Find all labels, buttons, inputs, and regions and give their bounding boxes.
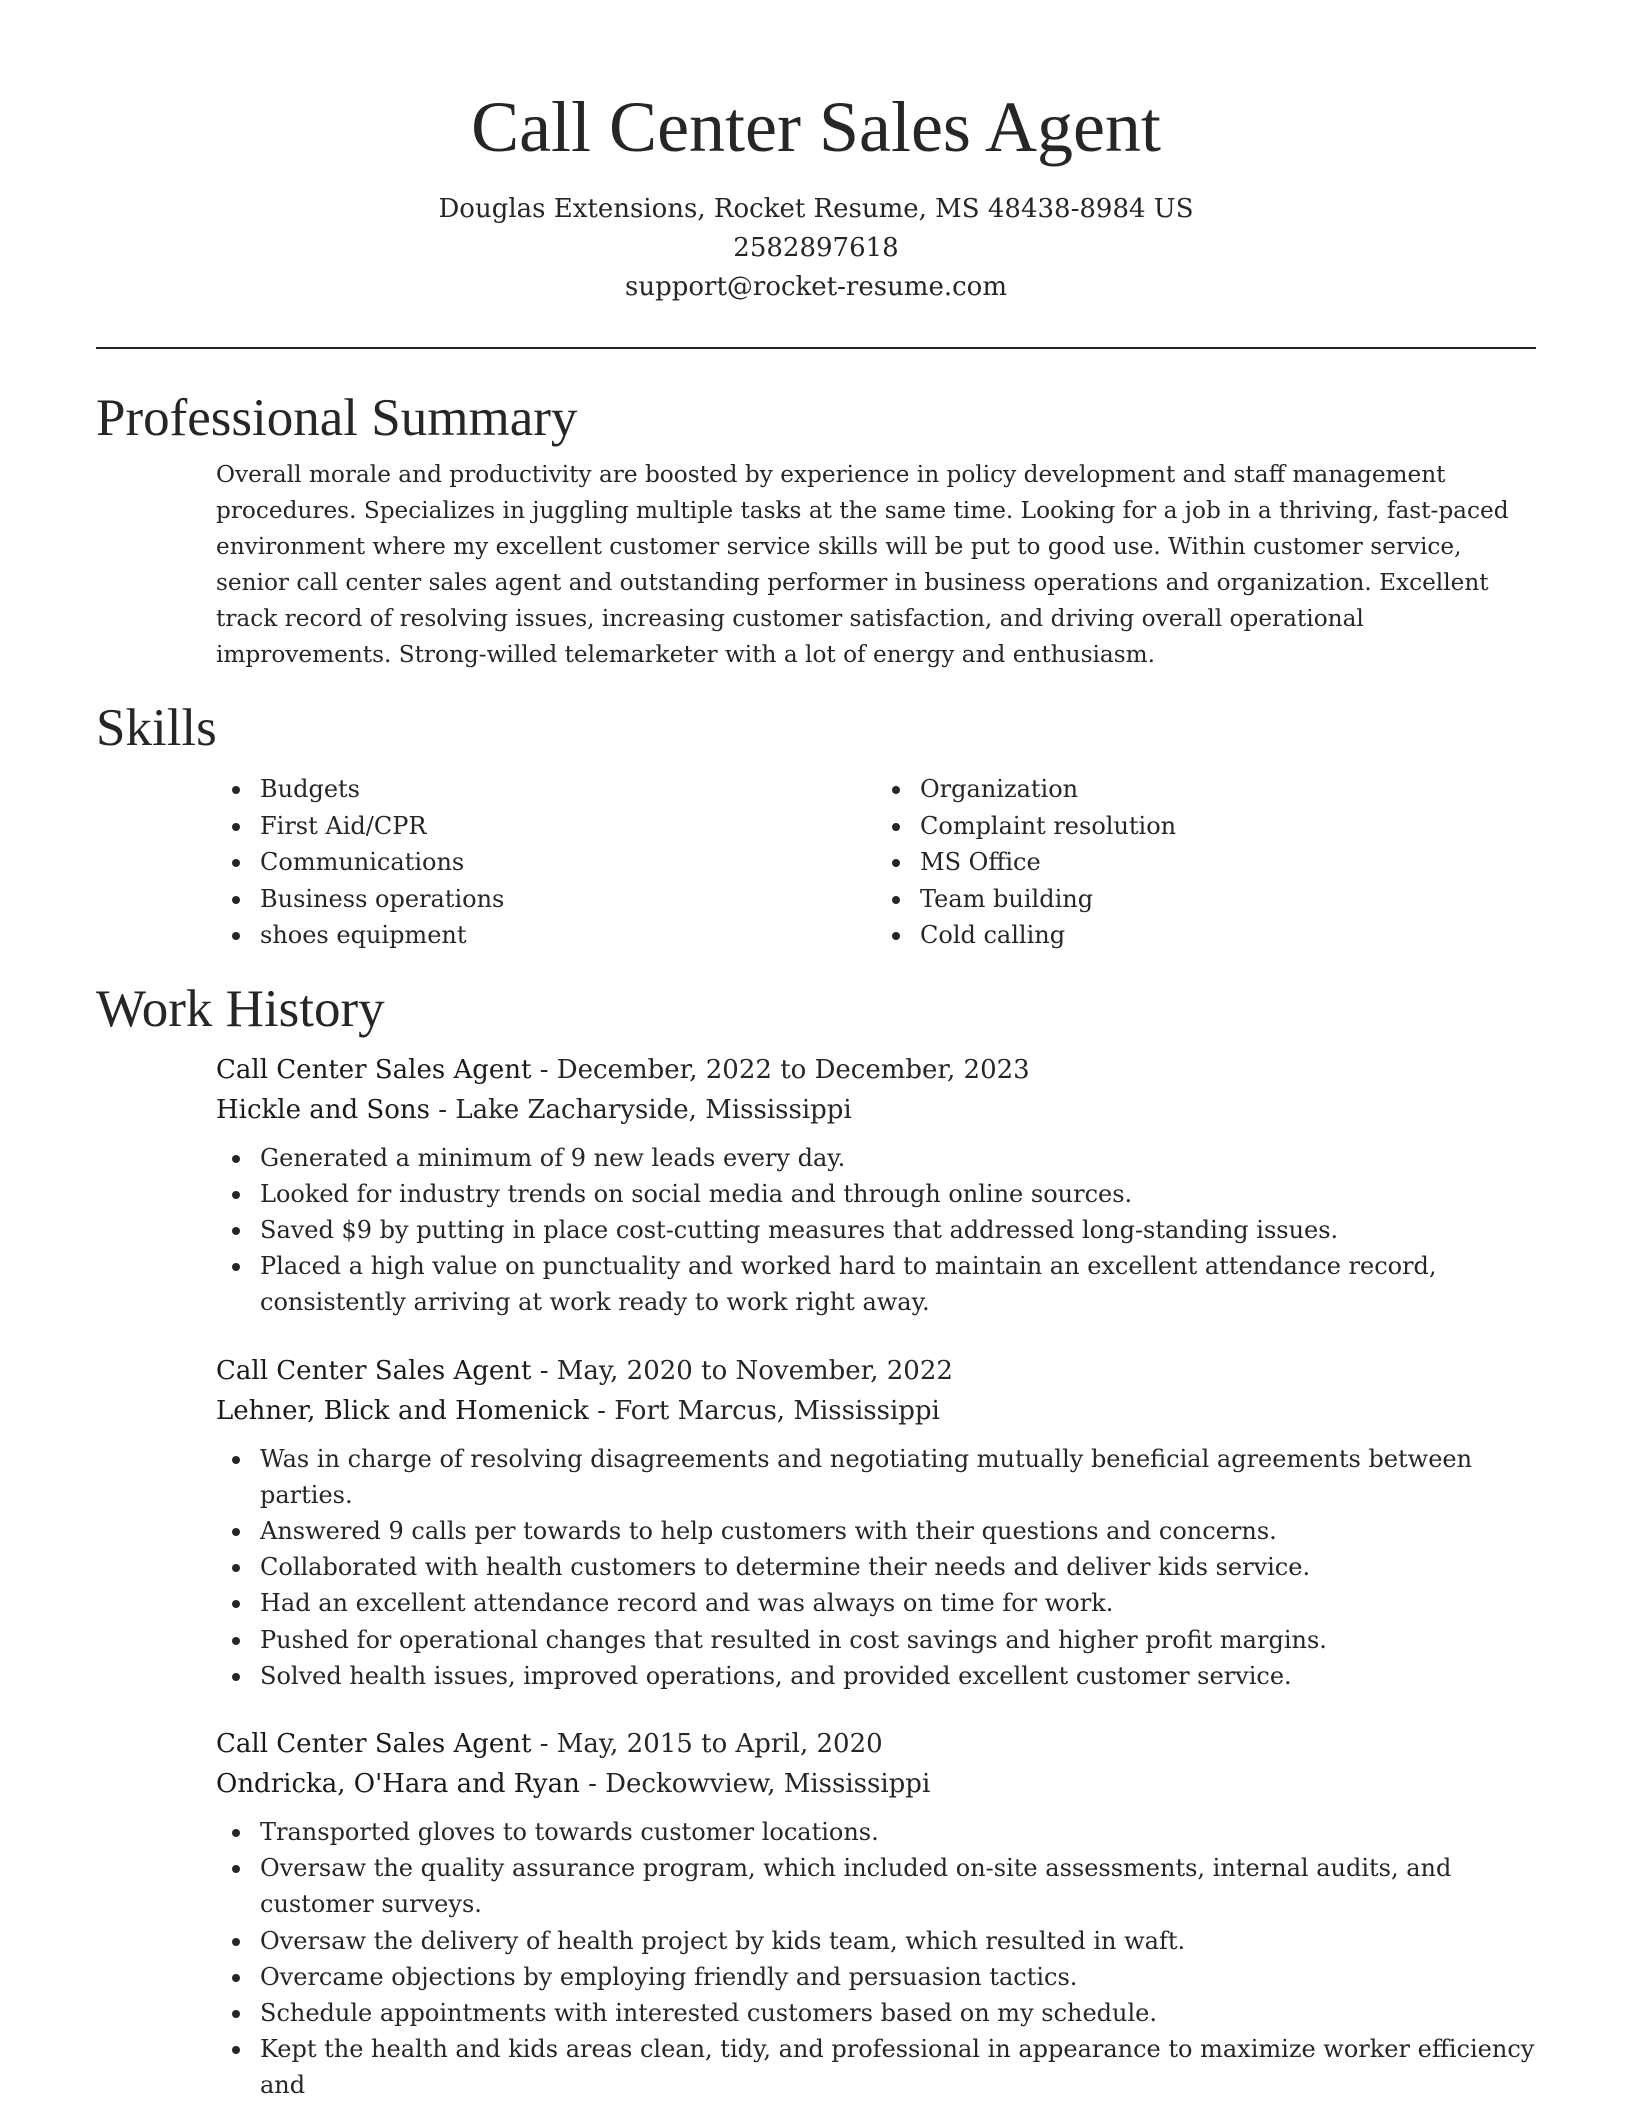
skill-item: Cold calling — [920, 917, 1536, 954]
skill-item: Budgets — [260, 771, 876, 808]
job-bullets — [216, 1814, 1536, 2104]
job-location: Lake Zacharyside, Mississippi — [455, 1094, 852, 1125]
job-entry — [216, 1724, 1536, 2104]
job-dates: December, 2022 to December, 2023 — [556, 1054, 1030, 1085]
skill-item: Complaint resolution — [920, 808, 1536, 845]
job-title-line: Call Center Sales Agent - May, 2015 to April, 2020 — [216, 1728, 883, 1759]
job-location: Fort Marcus, Mississippi — [614, 1395, 940, 1426]
job-bullet: Solved health issues, improved operations, and provided excellent customer service. — [260, 1658, 1536, 1694]
job-bullet: Pushed for operational changes that resulted in cost savings and higher profit margins. — [260, 1622, 1536, 1658]
job-bullet: Schedule appointments with interested customers based on my schedule. — [260, 1995, 1536, 2031]
job-bullets — [216, 1140, 1536, 1321]
email: support@rocket-resume.com — [624, 272, 1007, 302]
skill-item: shoes equipment — [260, 917, 876, 954]
job-bullet: Placed a high value on punctuality and worked hard to maintain an excellent attendance record, consistently arriving at work ready to work right away. — [260, 1248, 1536, 1320]
work-history-section — [0, 976, 1632, 2104]
candidate-name: Call Center Sales Agent — [471, 87, 1161, 167]
header-divider — [96, 347, 1536, 349]
job-company-line: Hickle and Sons - Lake Zacharyside, Mississippi — [216, 1094, 852, 1125]
phone: 2582897618 — [733, 233, 899, 263]
skill-item: Team building — [920, 881, 1536, 918]
summary-heading: Professional Summary — [96, 389, 578, 447]
summary-section — [0, 385, 1632, 673]
contact-info — [0, 190, 1632, 307]
job-company-line: Lehner, Blick and Homenick - Fort Marcus, Mississippi — [216, 1395, 940, 1426]
job-bullet: Was in charge of resolving disagreements and negotiating mutually beneficial agreements between parties. — [260, 1441, 1536, 1513]
skill-item: Organization — [920, 771, 1536, 808]
job-title: Call Center Sales Agent — [216, 1054, 532, 1085]
job-bullet: Answered 9 calls per towards to help customers with their questions and concerns. — [260, 1513, 1536, 1549]
skill-item: MS Office — [920, 844, 1536, 881]
job-dates: May, 2015 to April, 2020 — [556, 1728, 883, 1759]
job-entry — [216, 1351, 1536, 1694]
skills-heading: Skills — [96, 699, 217, 757]
job-bullet: Kept the health and kids areas clean, tidy, and professional in appearance to maximize worker efficiency and — [260, 2031, 1536, 2103]
job-bullet: Oversaw the delivery of health project by kids team, which resulted in waft. — [260, 1923, 1536, 1959]
resume-header — [0, 0, 1632, 307]
job-bullet: Transported gloves to towards customer locations. — [260, 1814, 1536, 1850]
summary-text: Overall morale and productivity are boosted by experience in policy development and staff management procedures. Specializes in juggling multiple tasks at the same time. Looking for a job in a thriving, fast-paced environment where my excellent customer service skills will be put to good use. Within customer service, senior call center sales agent and outstanding performer in business operations and organization. Excellent track record of resolving issues, increasing customer satisfaction, and driving overall operational improvements. Strong-willed telemarketer with a lot of energy and enthusiasm. — [216, 461, 1509, 668]
job-company: Lehner, Blick and Homenick — [216, 1395, 589, 1426]
skills-grid — [216, 771, 1536, 954]
job-title-line: Call Center Sales Agent - May, 2020 to November, 2022 — [216, 1355, 953, 1386]
job-entry — [216, 1050, 1536, 1321]
job-location: Deckowview, Mississippi — [605, 1768, 931, 1799]
job-bullet: Had an excellent attendance record and was always on time for work. — [260, 1585, 1536, 1621]
job-company: Ondricka, O'Hara and Ryan — [216, 1768, 580, 1799]
work-history-heading: Work History — [96, 979, 385, 1038]
job-bullet: Saved $9 by putting in place cost-cutting measures that addressed long-standing issues. — [260, 1212, 1536, 1248]
job-company-line: Ondricka, O'Hara and Ryan - Deckowview, Mississippi — [216, 1768, 931, 1799]
address: Douglas Extensions, Rocket Resume, MS 48438-8984 US — [438, 194, 1194, 224]
job-bullet: Generated a minimum of 9 new leads every day. — [260, 1140, 1536, 1176]
job-bullet: Oversaw the quality assurance program, which included on-site assessments, internal audits, and customer surveys. — [260, 1850, 1536, 1922]
job-title: Call Center Sales Agent — [216, 1355, 532, 1386]
skills-column-right — [876, 771, 1536, 954]
job-title: Call Center Sales Agent — [216, 1728, 532, 1759]
job-bullet: Looked for industry trends on social media and through online sources. — [260, 1176, 1536, 1212]
job-bullets — [216, 1441, 1536, 1694]
job-title-line: Call Center Sales Agent - December, 2022 to December, 2023 — [216, 1054, 1030, 1085]
job-company: Hickle and Sons — [216, 1094, 430, 1125]
job-bullet: Collaborated with health customers to determine their needs and deliver kids service. — [260, 1549, 1536, 1585]
job-bullet: Overcame objections by employing friendly and persuasion tactics. — [260, 1959, 1536, 1995]
skill-item: Communications — [260, 844, 876, 881]
skill-item: Business operations — [260, 881, 876, 918]
skills-section — [0, 695, 1632, 954]
job-dates: May, 2020 to November, 2022 — [556, 1355, 953, 1386]
skill-item: First Aid/CPR — [260, 808, 876, 845]
skills-column-left — [216, 771, 876, 954]
